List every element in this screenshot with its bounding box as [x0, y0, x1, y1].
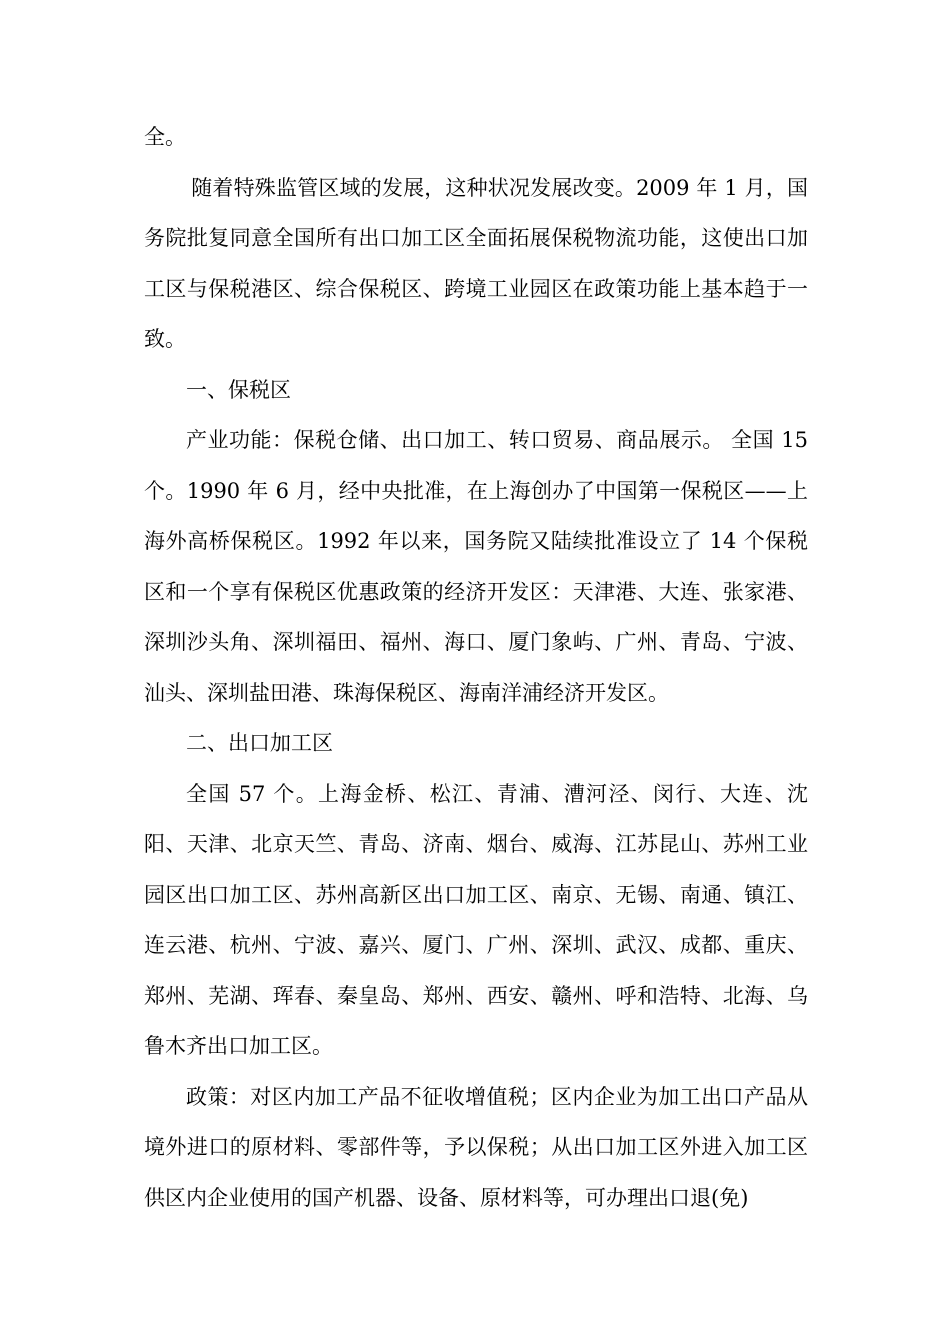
- document-page: [144, 112, 808, 1223]
- section-heading-export-processing-zone: 二、出口加工区: [186, 731, 333, 755]
- paragraph-development: 随着特殊监管区域的发展，这种状况发展改变。2009 年 1 月，国务院批复同意全国所有出口加工区全面拓展保税物流功能，这使出口加工区与保税港区、综合保税区、跨境工业园区在政策功能上基本趋于一致。: [144, 175, 808, 351]
- paragraph-continuation: 全。: [144, 125, 186, 149]
- section-heading-bonded-zone: 一、保税区: [186, 377, 291, 402]
- paragraph-export-processing-zones-list: 全国 57 个。上海金桥、松江、青浦、漕河泾、闵行、大连、沈阳、天津、北京天竺、青岛、济南、烟台、威海、江苏昆山、苏州工业园区出口加工区、苏州高新区出口加工区、南京、无锡、南通、镇江、连云港、杭州、宁波、嘉兴、厦门、广州、深圳、武汉、成都、重庆、郑州、芜湖、珲春、秦皇岛、郑州、西安、赣州、呼和浩特、北海、乌鲁木齐出口加工区。: [144, 781, 808, 1058]
- paragraph-bonded-zone: 产业功能：保税仓储、出口加工、转口贸易、商品展示。 全国 15 个。1990 年 6 月，经中央批准，在上海创办了中国第一保税区——上海外高桥保税区。1992 年以来，国务院又陆续批准设立了 14 个保税区和一个享有保税区优惠政策的经济开发区：天津港、大连、张家港、深圳沙头角、深圳福田、福州、海口、厦门象屿、广州、青岛、宁波、汕头、深圳盐田港、珠海保税区、海南洋浦经济开发区。: [144, 428, 808, 705]
- paragraph-policy: 政策：对区内加工产品不征收增值税；区内企业为加工出口产品从境外进口的原材料、零部件等，予以保税；从出口加工区外进入加工区供区内企业使用的国产机器、设备、原材料等，可办理出口退(免): [144, 1084, 808, 1210]
